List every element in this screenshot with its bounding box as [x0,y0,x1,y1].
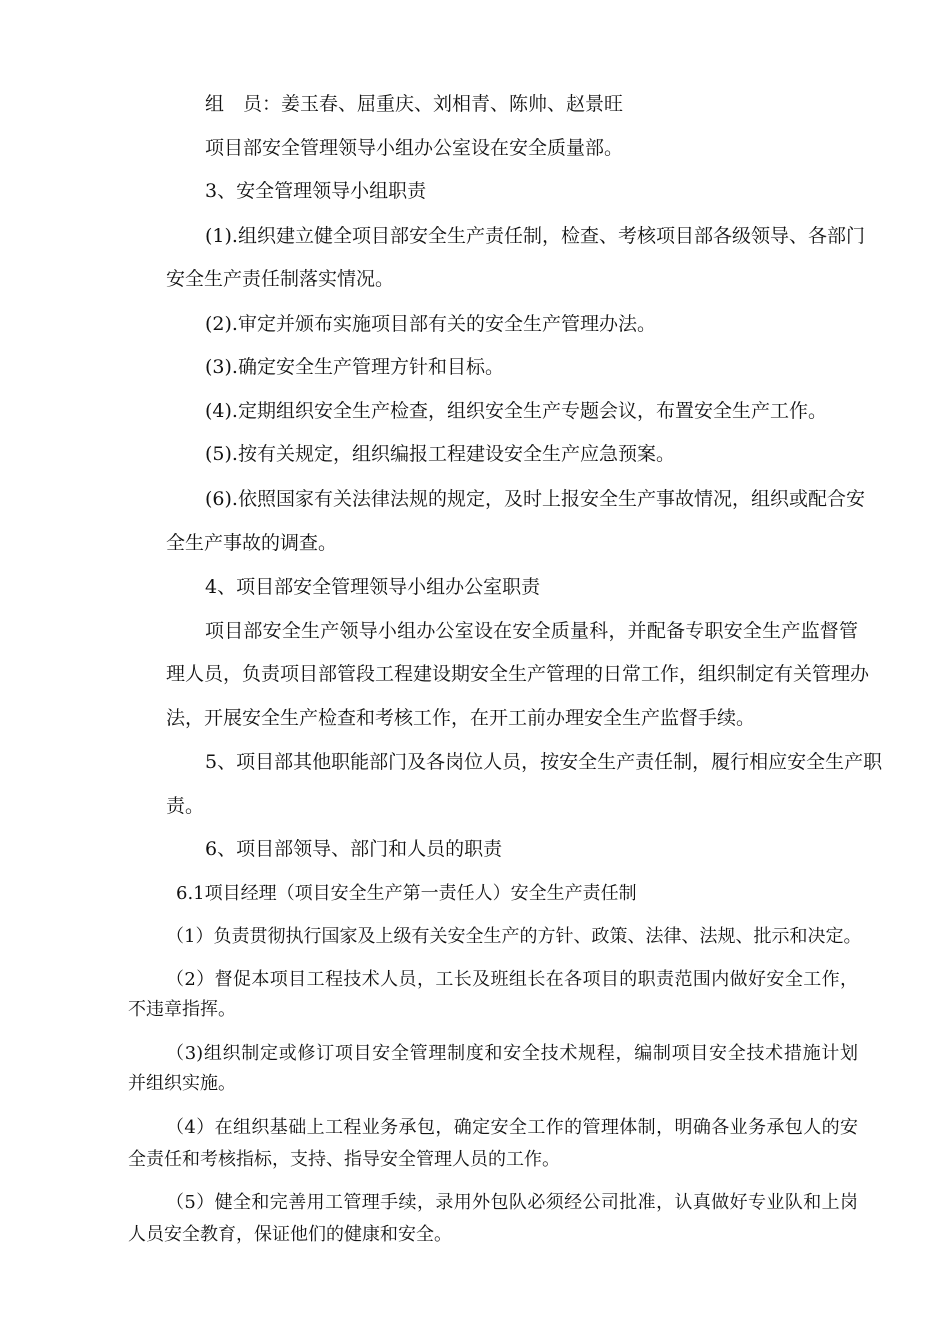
text-line: (4).定期组织安全生产检查，组织安全生产专题会议，布置安全生产工作。 [205,400,827,422]
text-line: 安全生产责任制落实情况。 [166,268,395,290]
text-line: (2).审定并颁布实施项目部有关的安全生产管理办法。 [205,313,656,335]
text-line: 责。 [166,795,205,817]
text-line: 全责任和考核指标，支持、指导安全管理人员的工作。 [128,1149,560,1170]
text-line: （2）督促本项目工程技术人员，工长及班组长在各项目的职责范围内做好安全工作， [166,969,858,990]
text-line: （5）健全和完善用工管理手续，录用外包队必须经公司批准，认真做好专业队和上岗 [166,1192,858,1213]
text-line: （4）在组织基础上工程业务承包，确定安全工作的管理体制，明确各业务承包人的安 [166,1117,858,1138]
text-line: (3).确定安全生产管理方针和目标。 [205,356,504,378]
text-line: 理人员，负责项目部管段工程建设期安全生产管理的日常工作，组织制定有关管理办 [166,663,870,685]
text-line: (1).组织建立健全项目部安全生产责任制，检查、考核项目部各级领导、各部门 [205,225,865,247]
text-line: 人员安全教育，保证他们的健康和安全。 [128,1224,452,1245]
text-line: (6).依照国家有关法律法规的规定，及时上报安全生产事故情况，组织或配合安 [205,488,865,510]
text-line: 5、项目部其他职能部门及各岗位人员，按安全生产责任制，履行相应安全生产职 [205,751,883,773]
text-line: （3)组织制定或修订项目安全管理制度和安全技术规程，编制项目安全技术措施计划 [166,1043,858,1064]
text-line: 并组织实施。 [128,1073,236,1094]
section-heading: 6、项目部领导、部门和人员的职责 [205,838,503,860]
text-line: 组 员：姜玉春、屈重庆、刘相青、陈帅、赵景旺 [205,93,624,115]
text-line: (5).按有关规定，组织编报工程建设安全生产应急预案。 [205,443,675,465]
text-line: 法，开展安全生产检查和考核工作，在开工前办理安全生产监督手续。 [166,707,756,729]
text-line: 项目部安全生产领导小组办公室设在安全质量科，并配备专职安全生产监督管 [205,620,858,642]
section-heading: 4、项目部安全管理领导小组办公室职责 [205,576,541,598]
text-line: （1）负责贯彻执行国家及上级有关安全生产的方针、政策、法律、法规、批示和决定。 [166,926,862,947]
section-heading: 3、安全管理领导小组职责 [205,180,427,202]
text-line: 不违章指挥。 [128,999,236,1020]
subsection-heading: 6.1项目经理（项目安全生产第一责任人）安全生产责任制 [176,883,637,904]
text-line: 全生产事故的调查。 [166,532,338,554]
text-line: 项目部安全管理领导小组办公室设在安全质量部。 [205,137,624,159]
